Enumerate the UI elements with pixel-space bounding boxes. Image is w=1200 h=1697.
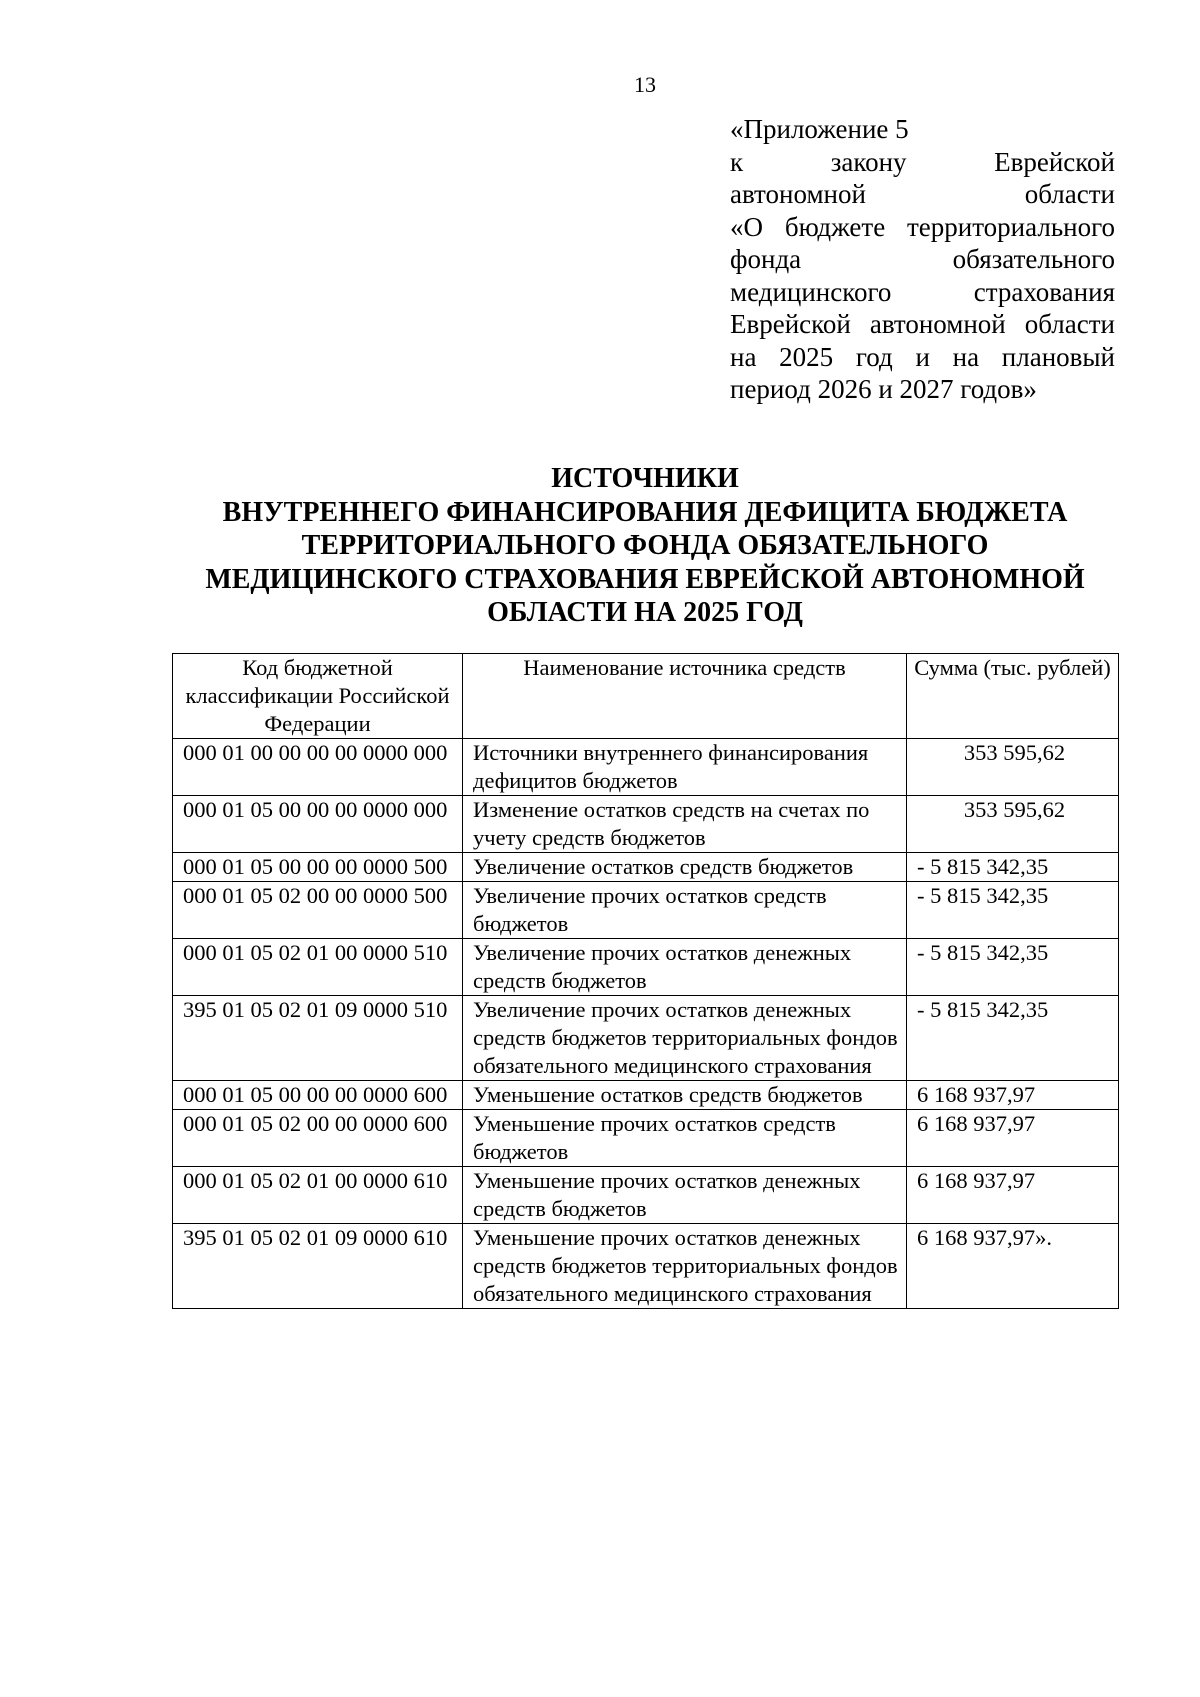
- title-line: ТЕРРИТОРИАЛЬНОГО ФОНДА ОБЯЗАТЕЛЬНОГО: [301, 530, 989, 561]
- cell-name: Уменьшение остатков средств бюджетов: [463, 1081, 907, 1110]
- cell-name: Увеличение прочих остатков денежных средств бюджетов: [463, 939, 907, 996]
- cell-code: 395 01 05 02 01 09 0000 610: [173, 1224, 463, 1309]
- header-name: Наименование источника средств: [463, 654, 907, 739]
- table-row: [173, 1224, 1119, 1309]
- appendix-line: «Приложение 5: [730, 114, 909, 144]
- table-row: [173, 853, 1119, 882]
- table-row: [173, 739, 1119, 796]
- appendix-line: Еврейской автономной области: [730, 309, 1115, 339]
- cell-sum: - 5 815 342,35: [907, 882, 1119, 939]
- table-row: [173, 882, 1119, 939]
- cell-name: Увеличение прочих остатков денежных средств бюджетов территориальных фондов обязательного медицинского страхования: [463, 996, 907, 1081]
- cell-name: Изменение остатков средств на счетах по учету средств бюджетов: [463, 796, 907, 853]
- cell-sum: 6 168 937,97: [907, 1110, 1119, 1167]
- appendix-line: автономной области: [730, 179, 1115, 209]
- cell-name: Уменьшение прочих остатков средств бюджетов: [463, 1110, 907, 1167]
- cell-sum: - 5 815 342,35: [907, 996, 1119, 1081]
- page-number: 13: [634, 72, 656, 97]
- title-line: ВНУТРЕННЕГО ФИНАНСИРОВАНИЯ ДЕФИЦИТА БЮДЖЕТА: [222, 496, 1068, 528]
- cell-sum: 6 168 937,97: [907, 1081, 1119, 1110]
- table-row: [173, 1081, 1119, 1110]
- table-row: [173, 939, 1119, 996]
- cell-code: 000 01 05 00 00 00 0000 000: [173, 796, 463, 853]
- table-row: [173, 996, 1119, 1081]
- cell-sum: 6 168 937,97: [907, 1167, 1119, 1224]
- cell-name: Источники внутреннего финансирования дефицитов бюджетов: [463, 739, 907, 796]
- table-row: [173, 796, 1119, 853]
- table-header-row: [173, 654, 1119, 739]
- appendix-line: к закону Еврейской: [730, 146, 1115, 177]
- appendix-line: медицинского страхования: [730, 276, 1115, 307]
- cell-sum: - 5 815 342,35: [907, 853, 1119, 882]
- cell-code: 395 01 05 02 01 09 0000 510: [173, 996, 463, 1081]
- title-line: ОБЛАСТИ НА 2025 ГОД: [487, 597, 803, 628]
- cell-name: Увеличение остатков средств бюджетов: [463, 853, 907, 882]
- cell-name: Увеличение прочих остатков средств бюджетов: [463, 882, 907, 939]
- appendix-line: период 2026 и 2027 годов»: [730, 374, 1037, 404]
- cell-sum: 6 168 937,97».: [907, 1224, 1119, 1309]
- title-line: ИСТОЧНИКИ: [551, 463, 739, 494]
- cell-name: Уменьшение прочих остатков денежных средств бюджетов: [463, 1167, 907, 1224]
- appendix-line: на 2025 год и на плановый: [730, 341, 1115, 372]
- cell-sum: - 5 815 342,35: [907, 939, 1119, 996]
- appendix-line: фонда обязательного: [730, 244, 1115, 274]
- cell-code: 000 01 05 02 01 00 0000 610: [173, 1167, 463, 1224]
- financing-sources-table: [172, 653, 1119, 1309]
- cell-code: 000 01 05 02 01 00 0000 510: [173, 939, 463, 996]
- appendix-note: [730, 113, 1115, 406]
- table-row: [173, 1167, 1119, 1224]
- cell-code: 000 01 05 02 00 00 0000 500: [173, 882, 463, 939]
- appendix-line: «О бюджете территориального: [730, 211, 1115, 242]
- cell-code: 000 01 05 00 00 00 0000 500: [173, 853, 463, 882]
- document-title: [172, 462, 1118, 630]
- cell-sum: 353 595,62: [907, 796, 1119, 853]
- cell-sum: 353 595,62: [907, 739, 1119, 796]
- cell-code: 000 01 05 02 00 00 0000 600: [173, 1110, 463, 1167]
- cell-name: Уменьшение прочих остатков денежных средств бюджетов территориальных фондов обязательного медицинского страхования: [463, 1224, 907, 1309]
- header-sum: Сумма (тыс. рублей): [907, 654, 1119, 739]
- cell-code: 000 01 05 00 00 00 0000 600: [173, 1081, 463, 1110]
- title-line: МЕДИЦИНСКОГО СТРАХОВАНИЯ ЕВРЕЙСКОЙ АВТОНОМНОЙ: [205, 563, 1085, 595]
- table-row: [173, 1110, 1119, 1167]
- cell-code: 000 01 00 00 00 00 0000 000: [173, 739, 463, 796]
- header-code: Код бюджетной классификации Российской Федерации: [173, 654, 463, 739]
